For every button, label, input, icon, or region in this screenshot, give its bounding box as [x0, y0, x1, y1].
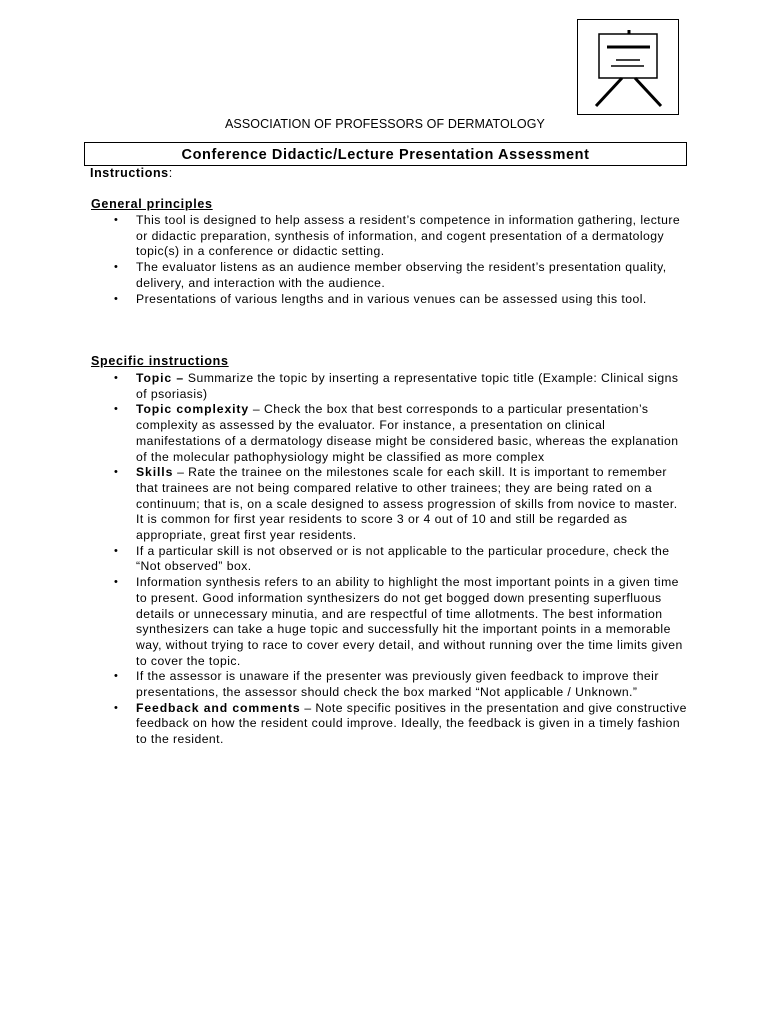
list-item: [114, 292, 689, 308]
item-text: This tool is designed to help assess a resident’s competence in information gathering, lecture or didactic preparation, synthesis of information, and cogent presentation of a dermatology topic(s) in a conference or didactic setting.: [136, 213, 681, 259]
item-text: Information synthesis refers to an ability to highlight the most important points in a given time to present. Good information synthesizers do not get bogged down presenting superfluous details or unnecessary minutia, and are respectful of time allotments. The best information synthesizers can take a huge topic and successfully hit the important points in a memorable way, without trying to race to cover every detail, and without running over the time limits given to cover the topic.: [136, 575, 683, 668]
specific-instructions-heading: Specific instructions: [91, 354, 229, 368]
bullet-icon: •: [114, 261, 119, 274]
item-text: If a particular skill is not observed or is not applicable to the particular procedure, check the “Not observed” box.: [136, 543, 670, 574]
item-label: Topic complexity: [136, 402, 250, 417]
item-text: – Rate the trainee on the milestones scale for each skill. It is important to remember that trainees are not being compared relative to other trainees; they are being rated on a continuum; that is, on a scale designed to assess progression of skills from novice to master. It is common for first year residents to score 3 or 4 out of 10 and still be regarded as appropriate, great first year residents.: [136, 465, 678, 543]
list-item: [114, 213, 689, 260]
list-item: [114, 260, 689, 291]
easel-presentation-icon: [577, 19, 679, 115]
bullet-icon: •: [114, 670, 119, 683]
bullet-icon: •: [114, 701, 119, 714]
item-label: Topic –: [136, 371, 185, 385]
item-text: – Check the box that best corresponds to a particular presentation’s complexity as assessed by the evaluator. For instance, a presentation on clinical manifestations of a dermatology disease might be considered basic, whereas the explanation of the molecular pathophysiology might be classified as more complex: [136, 402, 679, 464]
item-text: – Note specific positives in the presentation and give constructive feedback on how the resident could improve. Ideally, the feedback is given in a timely fashion to the resident.: [136, 700, 687, 747]
list-item: [114, 402, 689, 465]
instructions-colon: :: [168, 166, 173, 180]
item-text: The evaluator listens as an audience member observing the resident’s presentation quality, delivery, and interaction with the audience.: [136, 260, 667, 290]
item-label: Feedback and comments: [136, 700, 301, 715]
item-text: Summarize the topic by inserting a representative topic title (Example: Clinical signs of psoriasis): [136, 371, 679, 401]
bullet-icon: •: [114, 466, 119, 479]
organization-name: ASSOCIATION OF PROFESSORS OF DERMATOLOGY: [224, 117, 545, 131]
list-item: [114, 669, 689, 700]
bullet-icon: •: [114, 214, 119, 226]
list-item: [114, 575, 689, 669]
page-title: Conference Didactic/Lecture Presentation Assessment: [84, 142, 687, 166]
specific-instructions-list: [114, 371, 689, 748]
general-principles-list: [114, 213, 689, 307]
bullet-icon: •: [114, 403, 119, 416]
list-item: [114, 465, 689, 544]
easel-icon-graphic: [578, 20, 680, 116]
general-principles-heading: General principles: [91, 197, 213, 211]
bullet-icon: •: [114, 372, 119, 384]
instructions-label-text: Instructions: [90, 166, 169, 180]
bullet-icon: •: [114, 576, 119, 589]
item-label: Skills: [136, 465, 174, 480]
item-text: If the assessor is unaware if the presenter was previously given feedback to improve their presentations, the assessor should check the box marked “Not applicable / Unknown.”: [136, 669, 659, 700]
bullet-icon: •: [114, 292, 119, 305]
list-item: [114, 544, 689, 575]
item-text: Presentations of various lengths and in various venues can be assessed using this tool.: [136, 291, 647, 306]
instructions-label: [90, 166, 173, 180]
bullet-icon: •: [114, 544, 119, 557]
list-item: [114, 371, 689, 402]
list-item: [114, 701, 689, 748]
